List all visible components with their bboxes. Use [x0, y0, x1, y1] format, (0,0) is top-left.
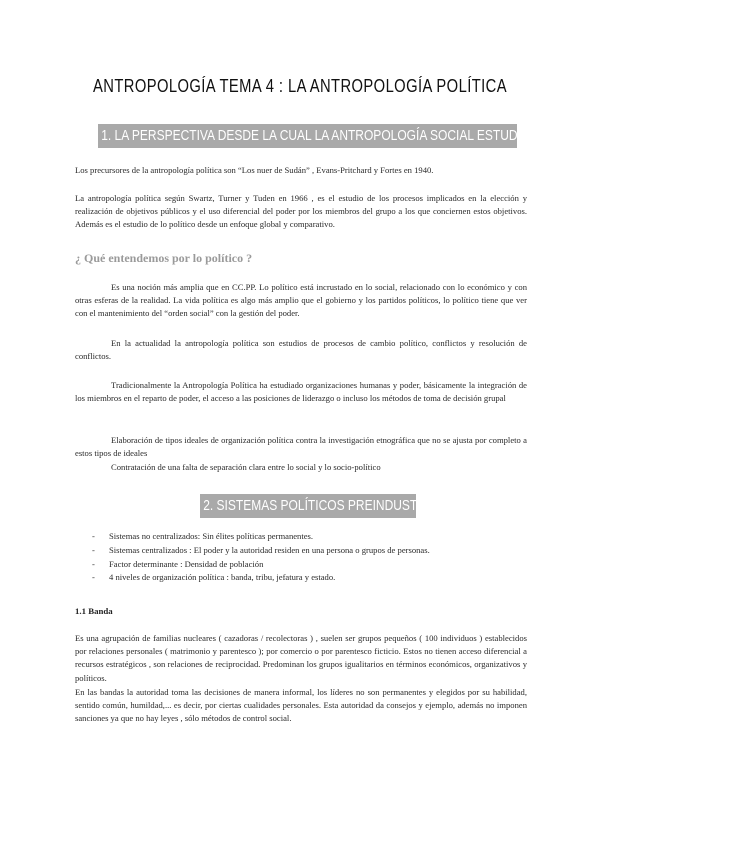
- page-title: ANTROPOLOGÍA TEMA 4 : LA ANTROPOLOGÍA POLÍTICA: [93, 76, 507, 96]
- paragraph-political-notion: Es una noción más amplia que en CC.PP. Lo político está incrustado en lo social, relacionado con lo económico y con otras esferas de la realidad. La vida política es algo más amplio que el gobierno y los partidos políticos, lo político tiene que ver con el mantenimiento del “orden social” con la gestión del poder.: [75, 282, 527, 319]
- list-item: - Sistemas centralizados : El poder y la autoridad residen en una persona o grupos de personas.: [75, 544, 527, 558]
- paragraph-ideal-types: Elaboración de tipos ideales de organización política contra la investigación etnográfica que no se ajusta por completo a estos tipos de ideales: [75, 435, 527, 459]
- banda-paragraph-2: En las bandas la autoridad toma las decisiones de manera informal, los líderes no son permanentes y elegidos por su habilidad, sentido común, humildad,... es decir, por ciertas cualidades personales. Esta autoridad da consejos y ejemplo, además no imponen sanciones ya que no hay leyes , sólo métodos de control social.: [75, 687, 527, 724]
- political-systems-list: [75, 530, 527, 585]
- list-item: - Sistemas no centralizados: Sin élites políticas permanentes.: [75, 530, 527, 544]
- subsection-heading-banda: 1.1 Banda: [75, 606, 113, 616]
- intro-paragraph-2: La antropología política según Swartz, Turner y Tuden en 1966 , es el estudio de los procesos implicados en la elección y realización de objetivos públicos y el uso diferencial del poder por los miembros del grupo a los que conciernen estos objetivos. Además es el estudio de lo político desde un enfoque global y comparativo.: [75, 193, 527, 230]
- list-item: - 4 niveles de organización política : banda, tribu, jefatura y estado.: [75, 571, 527, 585]
- banda-paragraph-1: Es una agrupación de familias nucleares ( cazadoras / recolectoras ) , suelen ser grupos pequeños ( 100 individuos ) establecidos por relaciones personales ( matrimonio y parentesco ); por comercio o por parentesco ficticio. Estos no tienen acceso diferencial a recursos estratégicos , son relaciones de reciprocidad. Predominan los grupos igualitarios en términos económicos, organizativos y políticos.: [75, 633, 527, 683]
- paragraph-current-studies: En la actualidad la antropología política son estudios de procesos de cambio político, conflictos y resolución de conflictos.: [75, 338, 527, 362]
- section-1-banner: [98, 124, 607, 148]
- section-2-heading: 2. SISTEMAS POLÍTICOS PREINDUSTRIALES: [203, 497, 460, 514]
- section-1-heading: 1. LA PERSPECTIVA DESDE LA CUAL LA ANTROPOLOGÍA SOCIAL ESTUDIA LO POLÍTICO: [101, 127, 607, 144]
- paragraph-traditional-studies: Tradicionalmente la Antropología Política ha estudiado organizaciones humanas y poder, básicamente la integración de los miembros en el reparto de poder, el acceso a las posiciones de liderazgo o incluso los métodos de toma de decisión grupal: [75, 380, 527, 404]
- section-2-banner: [200, 494, 460, 518]
- intro-paragraph-1: Los precursores de la antropología política son “Los nuer de Sudán” , Evans-Pritchard y Fortes en 1940.: [75, 165, 434, 175]
- question-heading: ¿ Qué entendemos por lo político ?: [75, 251, 253, 265]
- paragraph-separation: Contratación de una falta de separación clara entre lo social y lo socio-político: [111, 462, 381, 472]
- list-item: - Factor determinante : Densidad de población: [75, 558, 527, 572]
